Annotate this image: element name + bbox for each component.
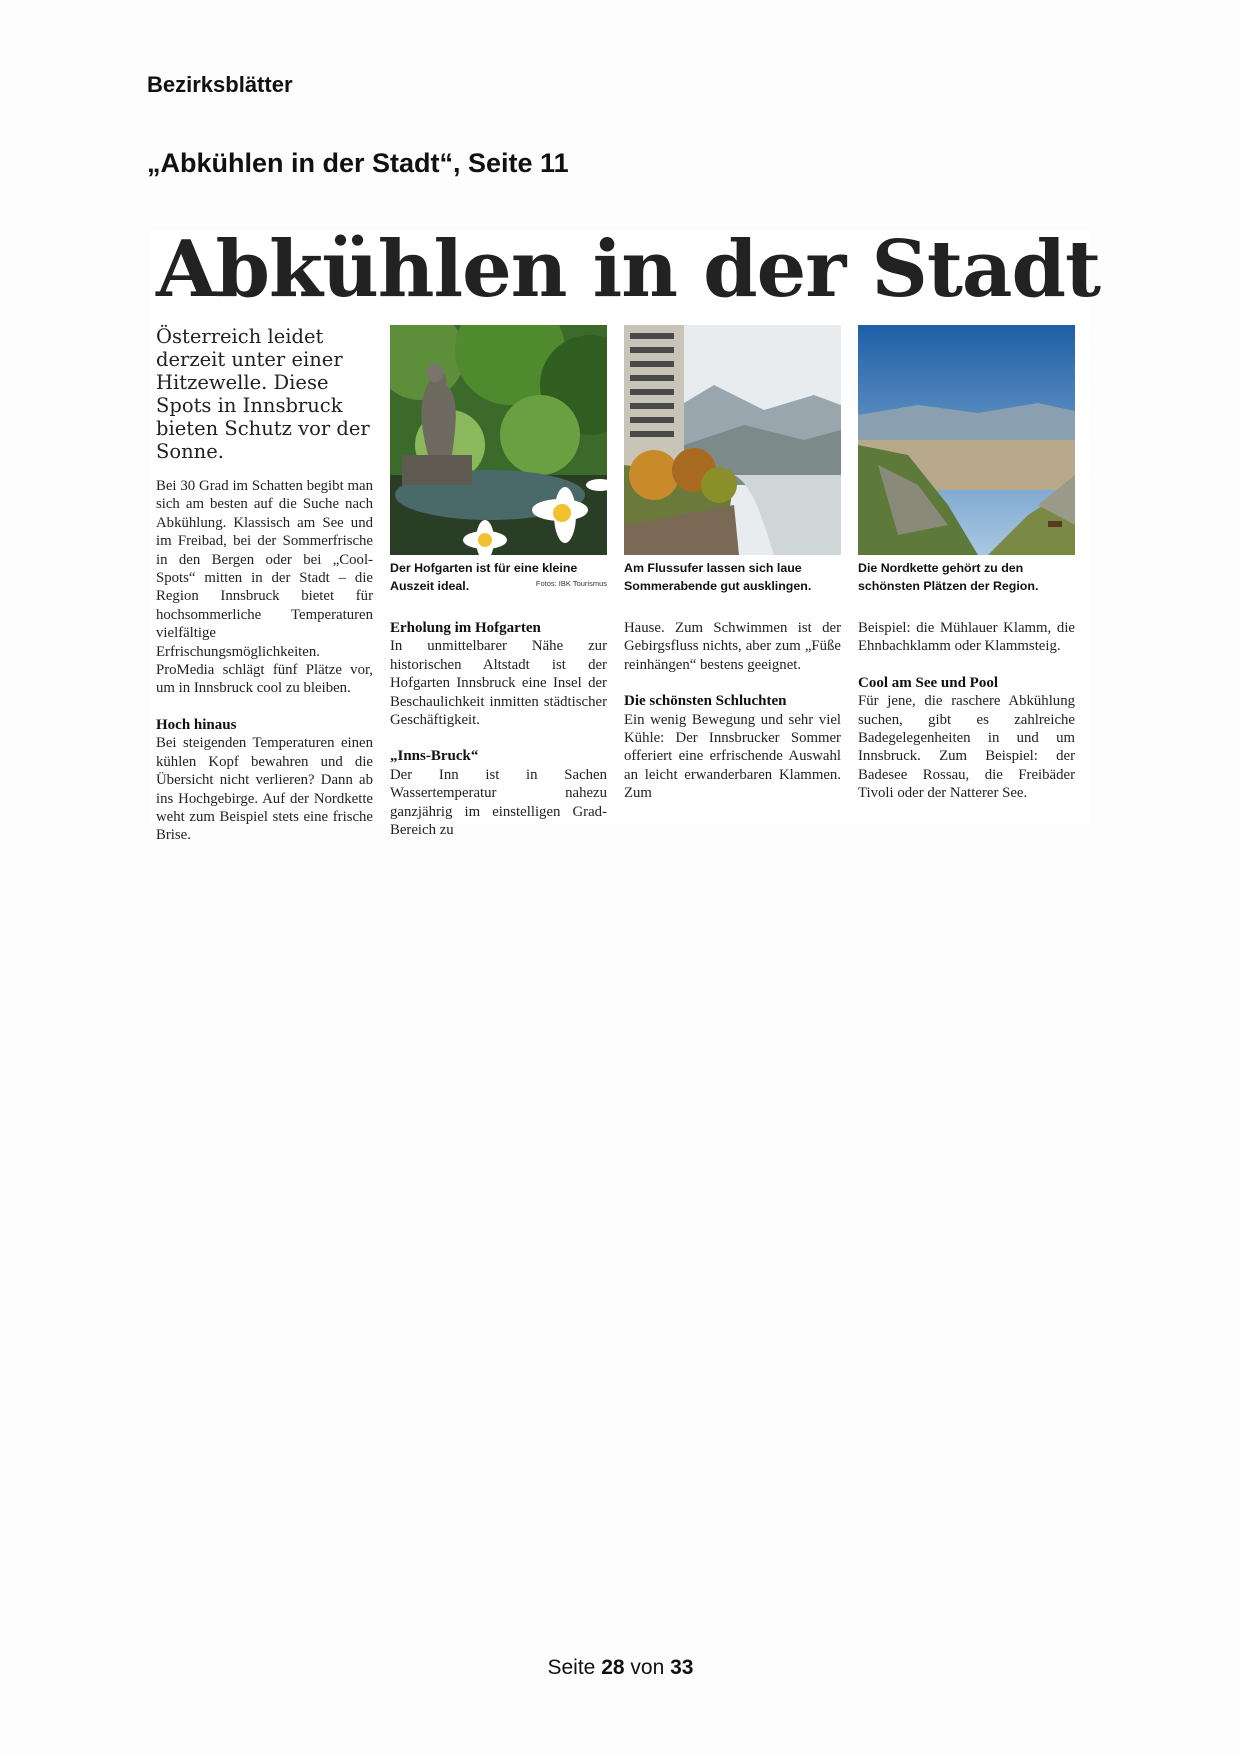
section-heading-hoch-hinaus: Hoch hinaus — [156, 716, 237, 733]
section-text-hofgarten: In unmittelbarer Nähe zur historischen Altstadt ist der Hofgarten Innsbruck eine Insel der Beschaulichkeit inmitten städtischer Geschäftigkeit. — [390, 638, 607, 729]
section-text-inns-bruck-continued: Hause. Zum Schwimmen ist der Gebirgsfluss nichts, aber zum „Füße reinhängen“ bestens geeignet. — [624, 620, 841, 673]
total-pages: 33 — [670, 1656, 694, 1679]
newspaper-clipping — [150, 224, 1101, 844]
section-text-inns-bruck: Der Inn ist in Sachen Wassertemperatur nahezu ganzjährig im einstelligen Grad-Bereich zu — [390, 766, 607, 839]
section-heading-inns-bruck: „Inns-Bruck“ — [390, 748, 479, 765]
clipping-title: „Abkühlen in der Stadt“, Seite 11 — [147, 148, 569, 178]
article-column-1 — [156, 325, 373, 845]
section-text-schluchten: Ein wenig Bewegung und sehr viel Kühle: Der Innsbrucker Sommer offeriert eine erfrischende Auswahl an leicht erwanderbaren Klammen. Zum — [624, 711, 841, 802]
nordkette-photo — [858, 325, 1075, 555]
riverbank-photo — [624, 325, 841, 555]
photo-caption-nordkette: Die Nordkette gehört zu den schönsten Plätzen der Region. — [858, 561, 1039, 593]
article-intro: Bei 30 Grad im Schatten begibt man sich am besten auf die Suche nach Abkühlung. Klassisch am See und im Freibad, bei der Sommerfrische in den Bergen oder bei „Cool-Spots“ mitten in der Stadt – die Region Innsbruck bietet für hochsommerliche Temperaturen vielfältige Erfrischungsmöglichkeiten. ProMedia schlägt fünf Plätze vor, um in Innsbruck cool zu bleiben. — [156, 478, 373, 697]
section-text-see-und-pool: Für jene, die raschere Abkühlung suchen, gibt es zahlreiche Badegelegenheiten in und um Innsbruck. Zum Beispiel: der Badesee Rossau, die Freibäder Tivoli oder der Natterer See. — [858, 693, 1075, 802]
section-text-hoch-hinaus: Bei steigenden Temperaturen einen kühlen Kopf bewahren und die Übersicht nicht verlieren? Dann ab ins Hochgebirge. Auf der Nordkette weht zum Beispiel stets eine frische Brise. — [156, 735, 373, 844]
page-number: Seite 28 von 33 — [547, 1656, 694, 1679]
section-heading-schluchten: Die schönsten Schluchten — [624, 693, 787, 710]
photo-credit: Fotos: IBK Tourismus — [535, 579, 607, 588]
publication-name: Bezirksblätter — [147, 72, 293, 97]
hofgarten-photo — [390, 325, 607, 555]
photo-caption-hofgarten: Der Hofgarten ist für eine kleine Auszeit ideal. Fotos: IBK Tourismus — [390, 561, 607, 593]
current-page: 28 — [601, 1656, 625, 1679]
section-heading-hofgarten: Erholung im Hofgarten — [390, 620, 541, 636]
photo-caption-riverbank: Am Flussufer lassen sich laue Sommerabende gut ausklingen. — [624, 561, 812, 593]
article-column-2 — [390, 325, 607, 839]
article-column-4 — [858, 325, 1075, 803]
article-headline: Abkühlen in der Stadt — [156, 224, 1101, 315]
article-lead: Österreich leidet derzeit unter einer Hitzewelle. Diese Spots in Innsbruck bieten Schutz vor der Sonne. — [156, 325, 370, 463]
section-text-schluchten-continued: Beispiel: die Mühlauer Klamm, die Ehnbachklamm oder Klammsteig. — [858, 620, 1075, 655]
article-column-3 — [624, 325, 841, 803]
section-heading-see-und-pool: Cool am See und Pool — [858, 674, 999, 691]
